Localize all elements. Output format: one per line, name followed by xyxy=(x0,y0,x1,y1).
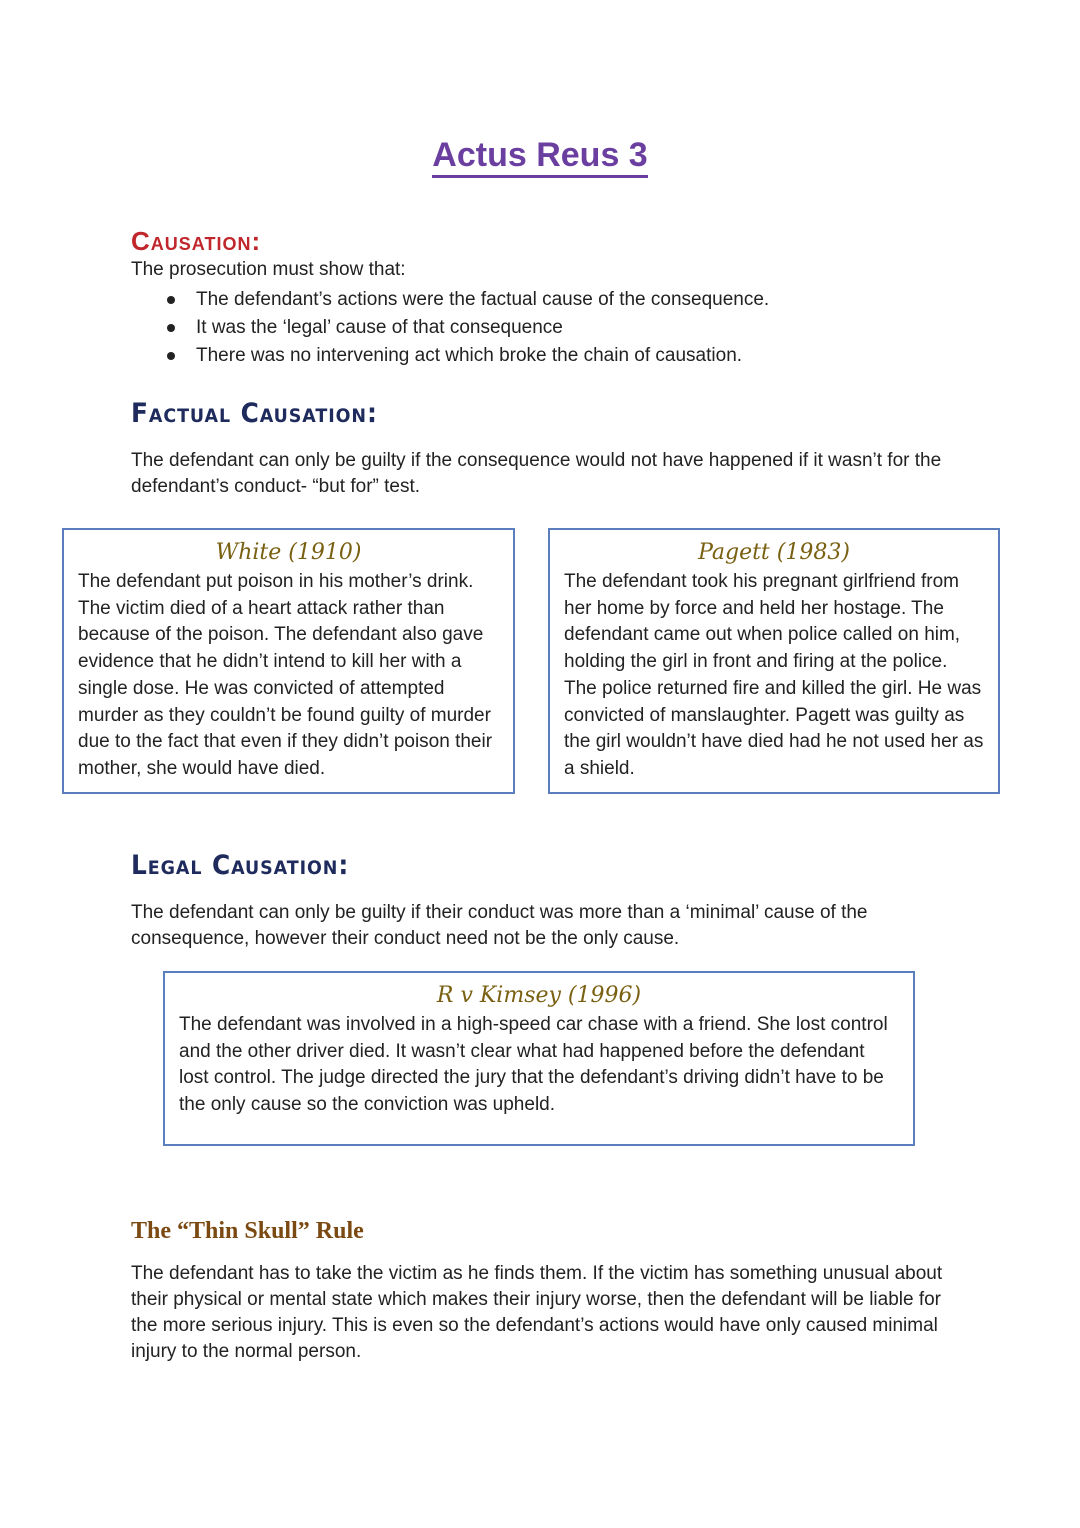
case-title: White (1910) xyxy=(215,540,362,565)
list-item: It was the ‘legal’ cause of that consequence xyxy=(131,314,769,342)
causation-intro: The prosecution must show that: xyxy=(131,259,406,280)
case-box-white xyxy=(62,528,515,794)
case-title: Pagett (1983) xyxy=(698,540,850,565)
bullet-icon xyxy=(167,324,175,332)
list-item: The defendant’s actions were the factual cause of the consequence. xyxy=(131,286,769,314)
list-item: There was no intervening act which broke the chain of causation. xyxy=(131,342,769,370)
legal-causation-heading: Legal Causation: xyxy=(131,850,350,881)
factual-causation-text: The defendant can only be guilty if the consequence would not have happened if it wasn’t for the defendant’s conduct- “but for” test. xyxy=(131,450,942,497)
page-title: Actus Reus 3 xyxy=(0,136,1080,175)
case-box-kimsey xyxy=(163,971,915,1146)
case-text: The defendant took his pregnant girlfriend from her home by force and held her hostage. The defendant came out when police called on him, holding the girl in front and firing at the police. The police returned fire and killed the girl. He was convicted of manslaughter. Pagett was guilty as the girl wouldn’t have died had he not used her as a shield. xyxy=(564,571,984,779)
case-title: R v Kimsey (1996) xyxy=(436,983,642,1008)
thin-skull-text: The defendant has to take the victim as he finds them. If the victim has something unusual about their physical or mental state which makes their injury worse, then the defendant will be liable for the more serious injury. This is even so the defendant’s actions would have only caused minimal injury to the normal person. xyxy=(131,1263,943,1362)
bullet-icon xyxy=(167,352,175,360)
factual-causation-heading: Factual Causation: xyxy=(131,398,378,429)
causation-heading: Causation: xyxy=(131,226,262,256)
causation-bullet-list xyxy=(131,286,769,370)
case-box-pagett xyxy=(548,528,1000,794)
legal-causation-text: The defendant can only be guilty if their conduct was more than a ‘minimal’ cause of the consequence, however their conduct need not be the only cause. xyxy=(131,902,868,949)
thin-skull-heading: The “Thin Skull” Rule xyxy=(131,1218,364,1244)
case-text: The defendant put poison in his mother’s drink. The victim died of a heart attack rather than because of the poison. The defendant also gave evidence that he didn’t intend to kill her with a single dose. He was convicted of attempted murder as they couldn’t be found guilty of murder due to the fact that even if they didn’t poison their mother, she would have died. xyxy=(78,571,493,779)
case-text: The defendant was involved in a high-speed car chase with a friend. She lost control and the other driver died. It wasn’t clear what had happened before the defendant lost control. The judge directed the jury that the defendant’s driving didn’t have to be the only cause so the conviction was upheld. xyxy=(179,1014,888,1116)
bullet-icon xyxy=(167,296,175,304)
